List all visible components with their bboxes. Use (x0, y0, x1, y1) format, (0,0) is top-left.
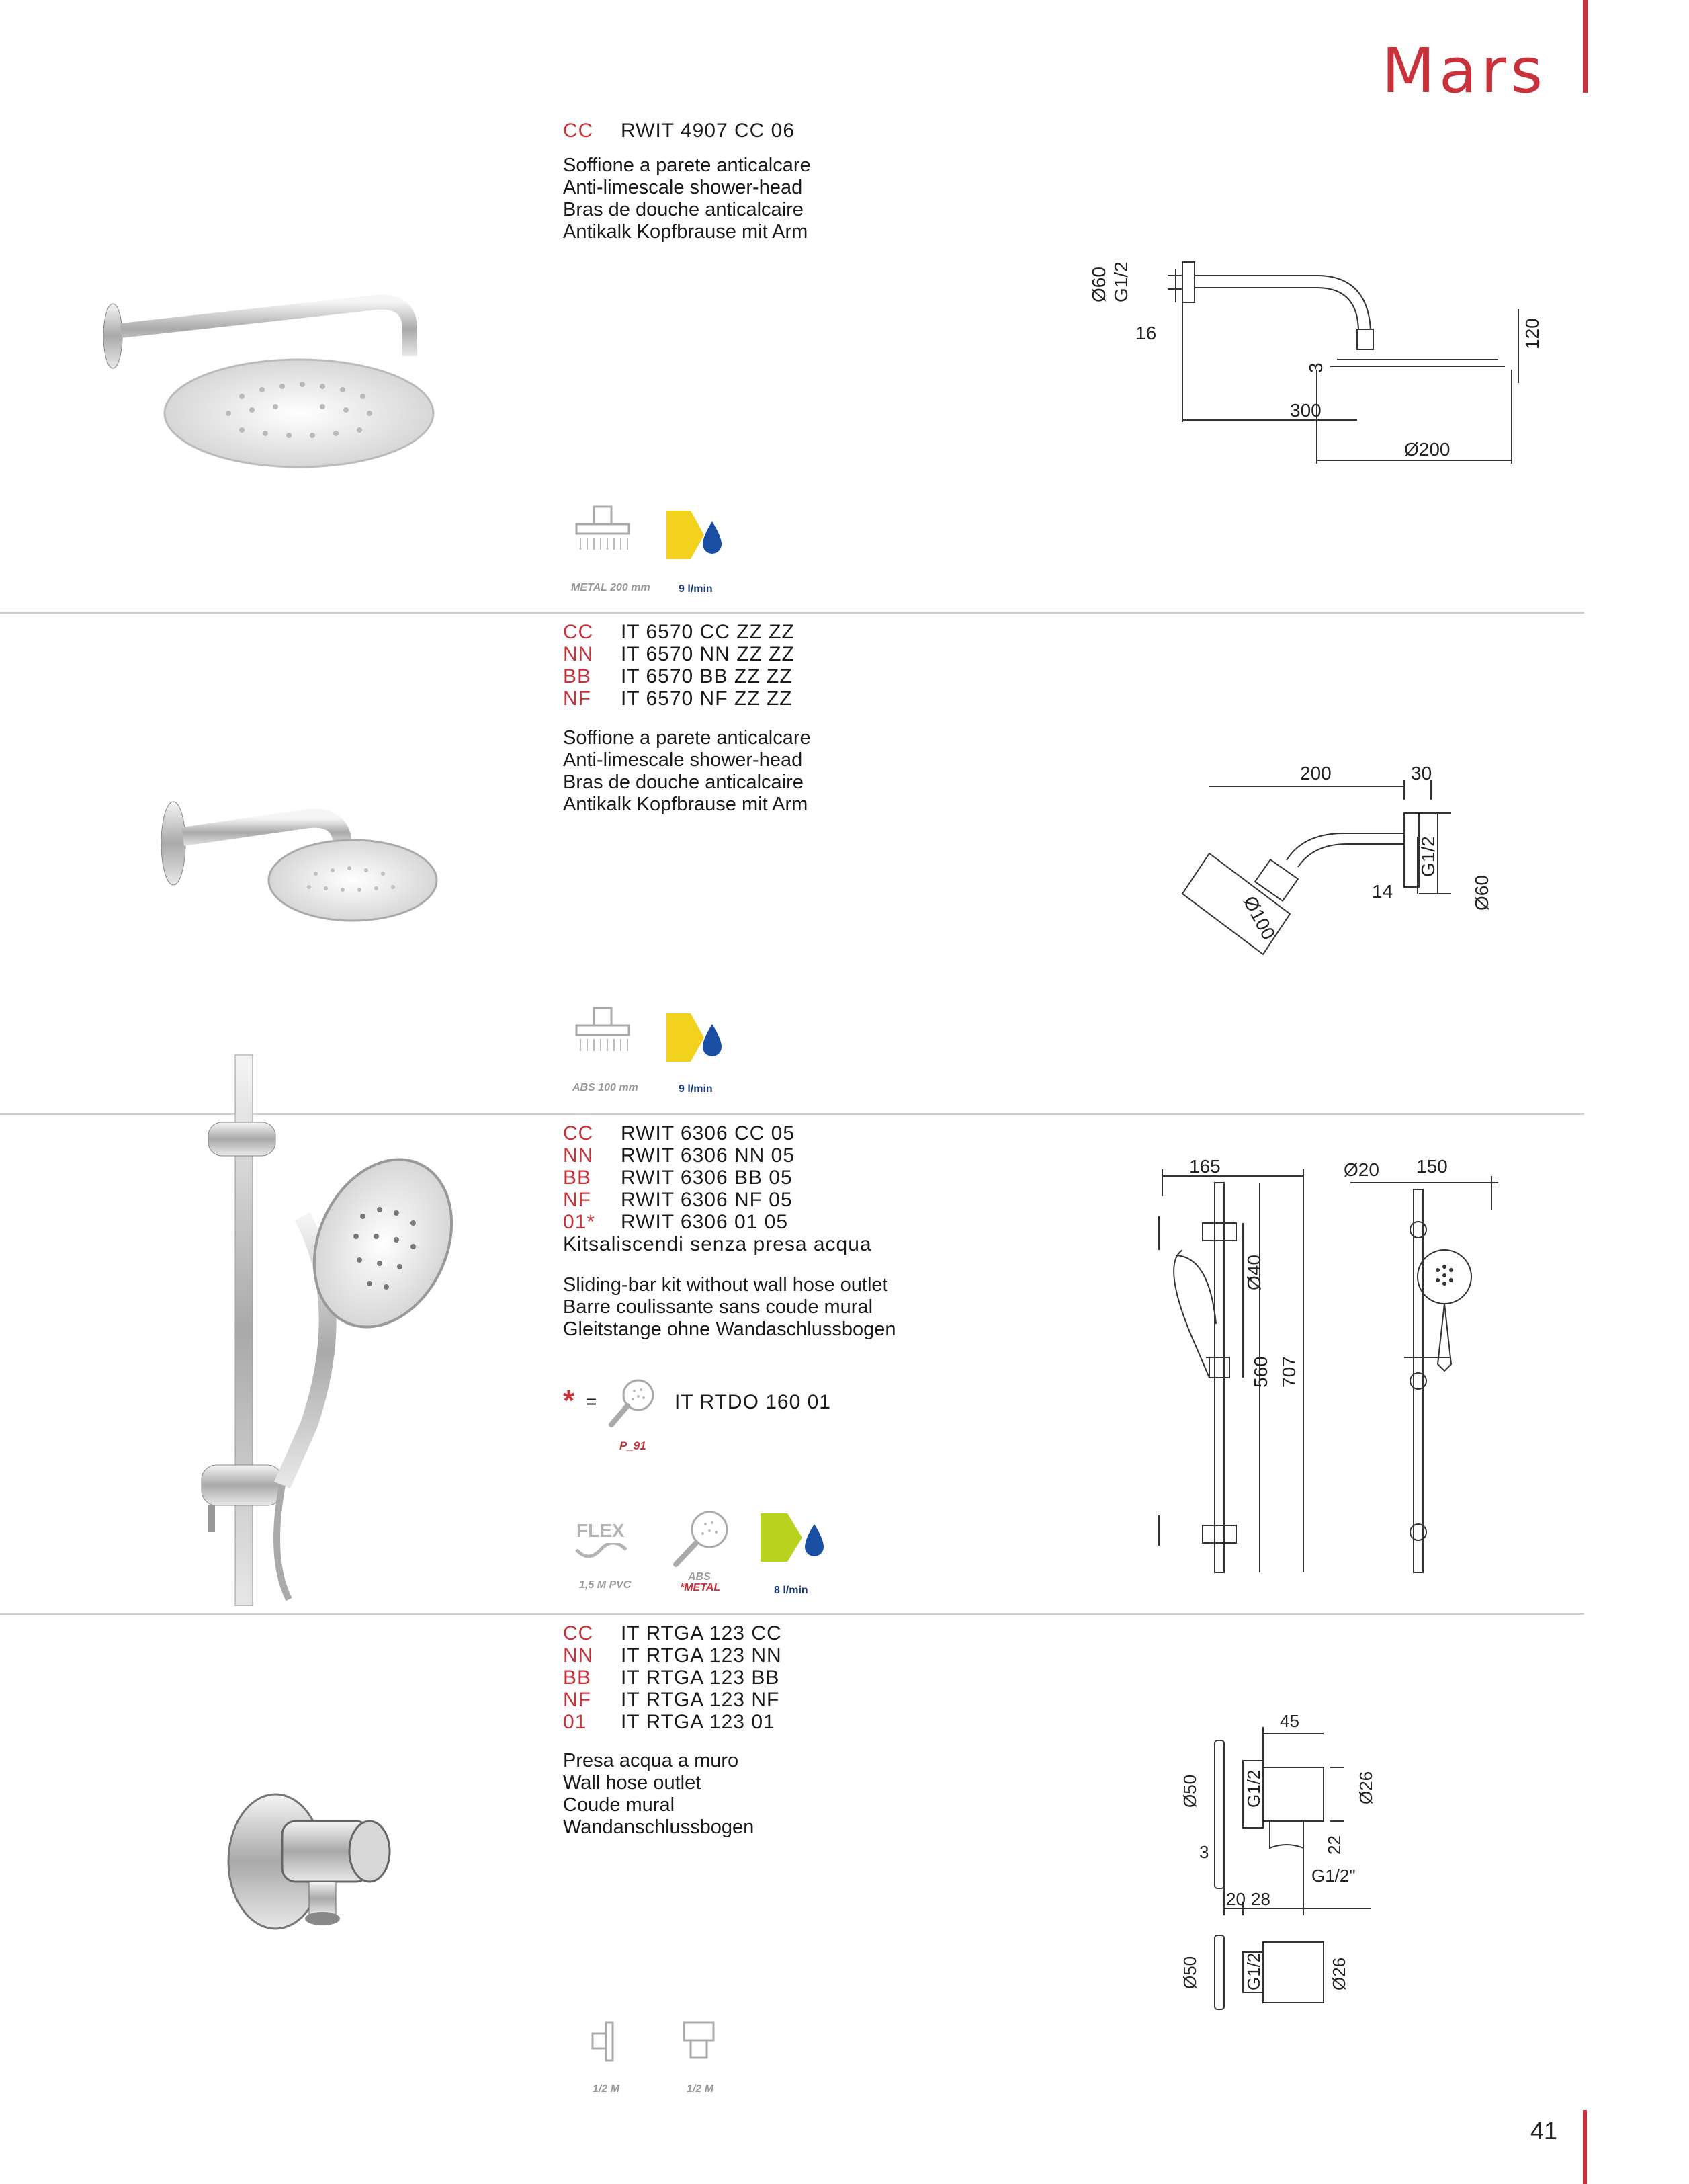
outlet-caption: 1/2 M (593, 2083, 620, 2095)
dim-d165: 165 (1189, 1156, 1221, 1177)
desc-it: Presa acqua a muro (563, 1750, 739, 1771)
code-row (563, 1122, 872, 1144)
desc-it: Soffione a parete anticalcare (563, 155, 811, 176)
dim-d14: 14 (1372, 881, 1393, 902)
water-saving-icon (759, 1512, 833, 1566)
hose-caption: 1,5 M PVC (579, 1579, 632, 1591)
head-caption: METAL 200 mm (571, 582, 650, 593)
article-code: IT RTGA 123 CC (621, 1622, 782, 1644)
desc-en: Anti-limescale shower-head (563, 749, 803, 771)
dim-g12: G1/2 (1111, 261, 1131, 302)
dim-d150: 150 (1416, 1156, 1448, 1177)
product-3-photo (181, 1048, 470, 1606)
page-accent-bar (1583, 2110, 1587, 2184)
dim-d3: 3 (1305, 362, 1326, 373)
desc-en: Sliding-bar kit without wall hose outlet (563, 1274, 888, 1296)
article-code: IT 6570 BB ZZ ZZ (621, 665, 793, 687)
flow-caption: 8 l/min (774, 1585, 808, 1596)
desc-de: Wandanschlussbogen (563, 1816, 754, 1838)
outlet-caption: 1/2 M (687, 2083, 714, 2095)
code-row (563, 621, 795, 643)
product-4-photo (215, 1781, 430, 1956)
water-saving-icon (665, 1012, 732, 1066)
note-reference[interactable]: P_91 (619, 1439, 646, 1452)
product-4-drawing-bottom (1169, 1929, 1465, 2016)
dim-d60: Ø60 (1471, 875, 1492, 911)
showerhead-icon (575, 505, 636, 573)
code-row (563, 1689, 782, 1711)
code-row (563, 1189, 872, 1211)
article-code: IT 6570 NN ZZ ZZ (621, 643, 795, 665)
article-code: IT 6570 CC ZZ ZZ (621, 621, 795, 643)
article-code: RWIT 4907 CC 06 (621, 120, 795, 142)
dim-d22: 22 (1324, 1835, 1344, 1855)
dim-d26: Ø26 (1356, 1771, 1376, 1804)
finish-code: 01 (563, 1711, 587, 1733)
code-row (563, 643, 795, 665)
dim-g12: G1/2 (1244, 1769, 1264, 1808)
note-star: * (563, 1384, 575, 1417)
dim-g12-b: G1/2 (1244, 1952, 1264, 1990)
flow-caption: 9 l/min (679, 1083, 713, 1095)
dim-d16: 16 (1135, 323, 1157, 343)
desc-it: Soffione a parete anticalcare (563, 727, 811, 749)
finish-code: NN (563, 1644, 594, 1667)
dim-g12: G1/2 (1418, 836, 1438, 877)
article-code: RWIT 6306 01 05 (621, 1211, 789, 1233)
finish-code: NN (563, 1144, 594, 1167)
dim-d40: Ø40 (1244, 1255, 1264, 1290)
article-code: RWIT 6306 NF 05 (621, 1189, 793, 1211)
desc-en: Wall hose outlet (563, 1772, 701, 1794)
product-4-codes (563, 1622, 782, 1733)
head-caption: ABS 100 mm (572, 1082, 638, 1093)
product-3-drawing-side (1344, 1156, 1505, 1586)
abs-caption: ABS (688, 1571, 711, 1583)
article-code: RWIT 6306 CC 05 (621, 1122, 795, 1144)
dim-d20: Ø20 (1344, 1159, 1379, 1180)
finish-code: CC (563, 1622, 594, 1644)
code-row (563, 1711, 782, 1733)
article-code: IT 6570 NF ZZ ZZ (621, 687, 793, 710)
dim-d200: 200 (1300, 763, 1332, 784)
showerhead-icon (575, 1007, 636, 1074)
product-1-description (563, 155, 811, 243)
flex-hose-icon (575, 1543, 636, 1563)
desc-de: Antikalk Kopfbrause mit Arm (563, 221, 808, 243)
dim-d3: 3 (1199, 1842, 1209, 1862)
desc-fr: Coude mural (563, 1794, 675, 1816)
dim-d30: 30 (1411, 763, 1432, 784)
product-2-description (563, 727, 811, 816)
separator (0, 612, 1584, 614)
handshower-icon (668, 1509, 735, 1570)
dim-d50: Ø50 (1180, 1774, 1200, 1808)
finish-code: NF (563, 1189, 591, 1211)
page-number: 41 (1530, 2117, 1558, 2144)
desc-fr: Bras de douche anticalcaire (563, 199, 804, 220)
article-code: IT RTGA 123 BB (621, 1667, 780, 1689)
article-code: RWIT 6306 BB 05 (621, 1167, 793, 1189)
dim-d120: 120 (1522, 318, 1543, 349)
dim-g12b: G1/2" (1311, 1865, 1356, 1886)
note-code: IT RTDO 160 01 (675, 1391, 831, 1413)
desc-fr: Bras de douche anticalcaire (563, 771, 804, 793)
finish-code: NF (563, 687, 591, 710)
desc-fr: Barre coulissante sans coude mural (563, 1296, 873, 1318)
dim-d45: 45 (1280, 1711, 1299, 1731)
finish-code: 01* (563, 1211, 596, 1233)
code-row (563, 1644, 782, 1667)
finish-code: BB (563, 1667, 592, 1689)
product-3-drawing-front (1142, 1156, 1330, 1586)
metal-caption: *METAL (680, 1582, 721, 1593)
product-2-drawing (1142, 759, 1518, 981)
note-equals: = (586, 1391, 597, 1412)
dim-d60: Ø60 (1088, 267, 1109, 302)
desc-en: Anti-limescale shower-head (563, 177, 803, 198)
finish-code: CC (563, 1122, 594, 1144)
product-1-drawing (1075, 249, 1572, 477)
product-2-photo (148, 786, 457, 934)
dim-d200: Ø200 (1404, 439, 1450, 460)
dim-d100: Ø100 (1239, 892, 1280, 943)
code-row (563, 120, 795, 142)
flow-caption: 9 l/min (679, 583, 713, 595)
code-row (563, 665, 795, 687)
product-3-codes (563, 1122, 872, 1255)
code-row (563, 1667, 782, 1689)
article-code: RWIT 6306 NN 05 (621, 1144, 795, 1167)
product-3-description (563, 1274, 896, 1341)
product-4-description (563, 1750, 754, 1839)
code-row (563, 687, 795, 710)
article-code: IT RTGA 123 01 (621, 1711, 775, 1733)
finish-code: NF (563, 1689, 591, 1711)
outlet-icon (586, 2021, 619, 2075)
article-code: IT RTGA 123 NN (621, 1644, 782, 1667)
finish-code: NN (563, 643, 594, 665)
product-3-title: Kitsaliscendi senza presa acqua (563, 1233, 872, 1255)
product-1-codes (563, 120, 795, 142)
dim-d28: 28 (1251, 1889, 1270, 1909)
dim-d707: 707 (1279, 1356, 1299, 1388)
outlet-icon (679, 2021, 719, 2075)
handshower-icon (605, 1378, 658, 1431)
dim-d26-b: Ø26 (1329, 1957, 1349, 1990)
product-1-photo (94, 269, 564, 470)
dim-d560: 560 (1250, 1356, 1271, 1388)
brand-title: Mars (1381, 35, 1547, 107)
code-row (563, 1622, 782, 1644)
flex-label: FLEX (576, 1520, 625, 1541)
product-4-drawing-top (1169, 1707, 1465, 1922)
dim-d300: 300 (1290, 400, 1322, 421)
finish-code: BB (563, 665, 592, 687)
desc-de: Antikalk Kopfbrause mit Arm (563, 794, 808, 815)
dim-d20: 20 (1226, 1889, 1246, 1909)
brand-accent-bar (1583, 0, 1588, 93)
product-2-codes (563, 621, 795, 710)
code-row (563, 1211, 872, 1233)
dim-d50-b: Ø50 (1180, 1956, 1200, 1989)
finish-code: CC (563, 621, 594, 643)
desc-de: Gleitstange ohne Wandaschlussbogen (563, 1318, 896, 1340)
water-saving-icon (665, 509, 732, 563)
separator (0, 1613, 1584, 1615)
finish-code: CC (563, 120, 594, 142)
code-row (563, 1167, 872, 1189)
article-code: IT RTGA 123 NF (621, 1689, 780, 1711)
code-row (563, 1144, 872, 1167)
finish-code: BB (563, 1167, 592, 1189)
